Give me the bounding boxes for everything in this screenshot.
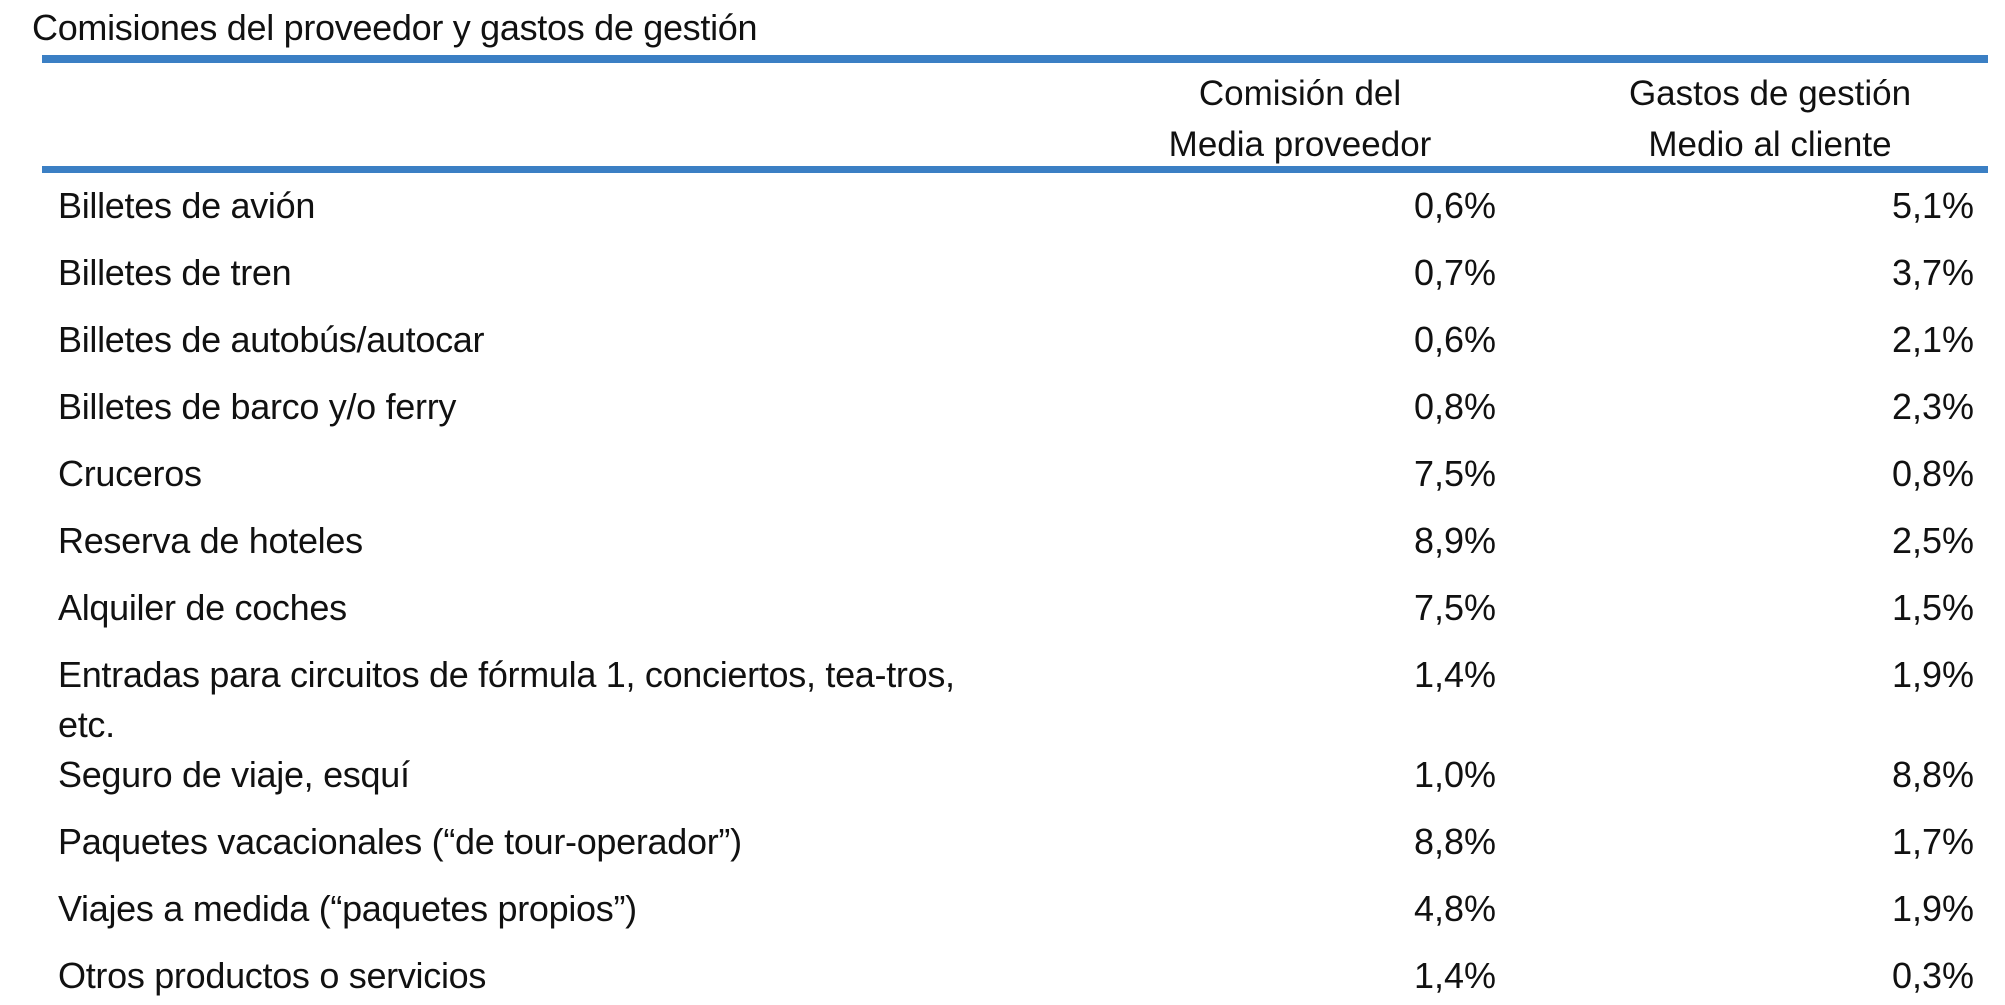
commission-value: 4,8%	[1413, 888, 1496, 929]
commission-value: 1,4%	[1413, 654, 1496, 695]
commission-value: 8,9%	[1413, 520, 1496, 561]
row-label: Reserva de hoteles	[58, 520, 363, 561]
fees-value: 0,8%	[1891, 453, 1974, 494]
fees-value: 2,1%	[1891, 319, 1974, 360]
commission-value: 1,4%	[1413, 955, 1496, 996]
row-label: Cruceros	[58, 453, 202, 494]
table-row	[0, 444, 2005, 511]
row-label: Viajes a medida (“paquetes propios”)	[58, 888, 637, 929]
column-header-line: Gastos de gestión	[1628, 74, 1912, 113]
commission-value: 0,8%	[1413, 386, 1496, 427]
commission-value: 7,5%	[1413, 453, 1496, 494]
row-label: Billetes de avión	[58, 185, 316, 226]
fees-value: 2,5%	[1891, 520, 1974, 561]
row-label: Billetes de tren	[58, 252, 292, 293]
row-label: Alquiler de coches	[58, 587, 347, 628]
fees-value: 8,8%	[1891, 754, 1974, 795]
table-body	[0, 176, 2005, 1005]
commission-value: 1,0%	[1413, 754, 1496, 795]
column-header-line: Medio al cliente	[1648, 125, 1892, 164]
fees-value: 1,5%	[1891, 587, 1974, 628]
commission-value: 0,7%	[1413, 252, 1496, 293]
fees-value: 3,7%	[1891, 252, 1974, 293]
fees-value: 1,9%	[1891, 654, 1974, 695]
table-title: Comisiones del proveedor y gastos de gestión	[32, 7, 758, 48]
fees-value: 2,3%	[1891, 386, 1974, 427]
commission-value: 7,5%	[1413, 587, 1496, 628]
table-row	[0, 511, 2005, 578]
column-header-commission	[1100, 68, 1500, 170]
row-label: Seguro de viaje, esquí	[58, 754, 410, 795]
commission-value: 0,6%	[1413, 319, 1496, 360]
fees-value: 5,1%	[1891, 185, 1974, 226]
row-label: Billetes de barco y/o ferry	[58, 386, 457, 427]
fees-value: 1,7%	[1891, 821, 1974, 862]
table-row	[0, 243, 2005, 310]
table-row	[0, 812, 2005, 879]
commission-value: 8,8%	[1413, 821, 1496, 862]
row-label: Otros productos o servicios	[58, 955, 487, 996]
row-label: Paquetes vacacionales (“de tour-operador”)	[58, 821, 742, 862]
column-header-line: Media proveedor	[1168, 125, 1432, 164]
header-rule	[42, 166, 1988, 173]
table-row	[0, 377, 2005, 444]
top-rule	[42, 55, 1988, 63]
table-row	[0, 578, 2005, 645]
fees-value: 0,3%	[1891, 955, 1974, 996]
table-row	[0, 176, 2005, 243]
row-label: Billetes de autobús/autocar	[58, 319, 485, 360]
table-row	[0, 745, 2005, 812]
fees-value: 1,9%	[1891, 888, 1974, 929]
table-row	[0, 946, 2005, 1005]
row-label: Entradas para circuitos de fórmula 1, conciertos, tea-tros, etc.	[58, 654, 955, 745]
commission-value: 0,6%	[1413, 185, 1496, 226]
column-header-fees	[1560, 68, 1980, 170]
table-row	[0, 310, 2005, 377]
table-row	[0, 879, 2005, 946]
column-header-line: Comisión del	[1198, 74, 1402, 113]
table-row	[0, 645, 2005, 745]
